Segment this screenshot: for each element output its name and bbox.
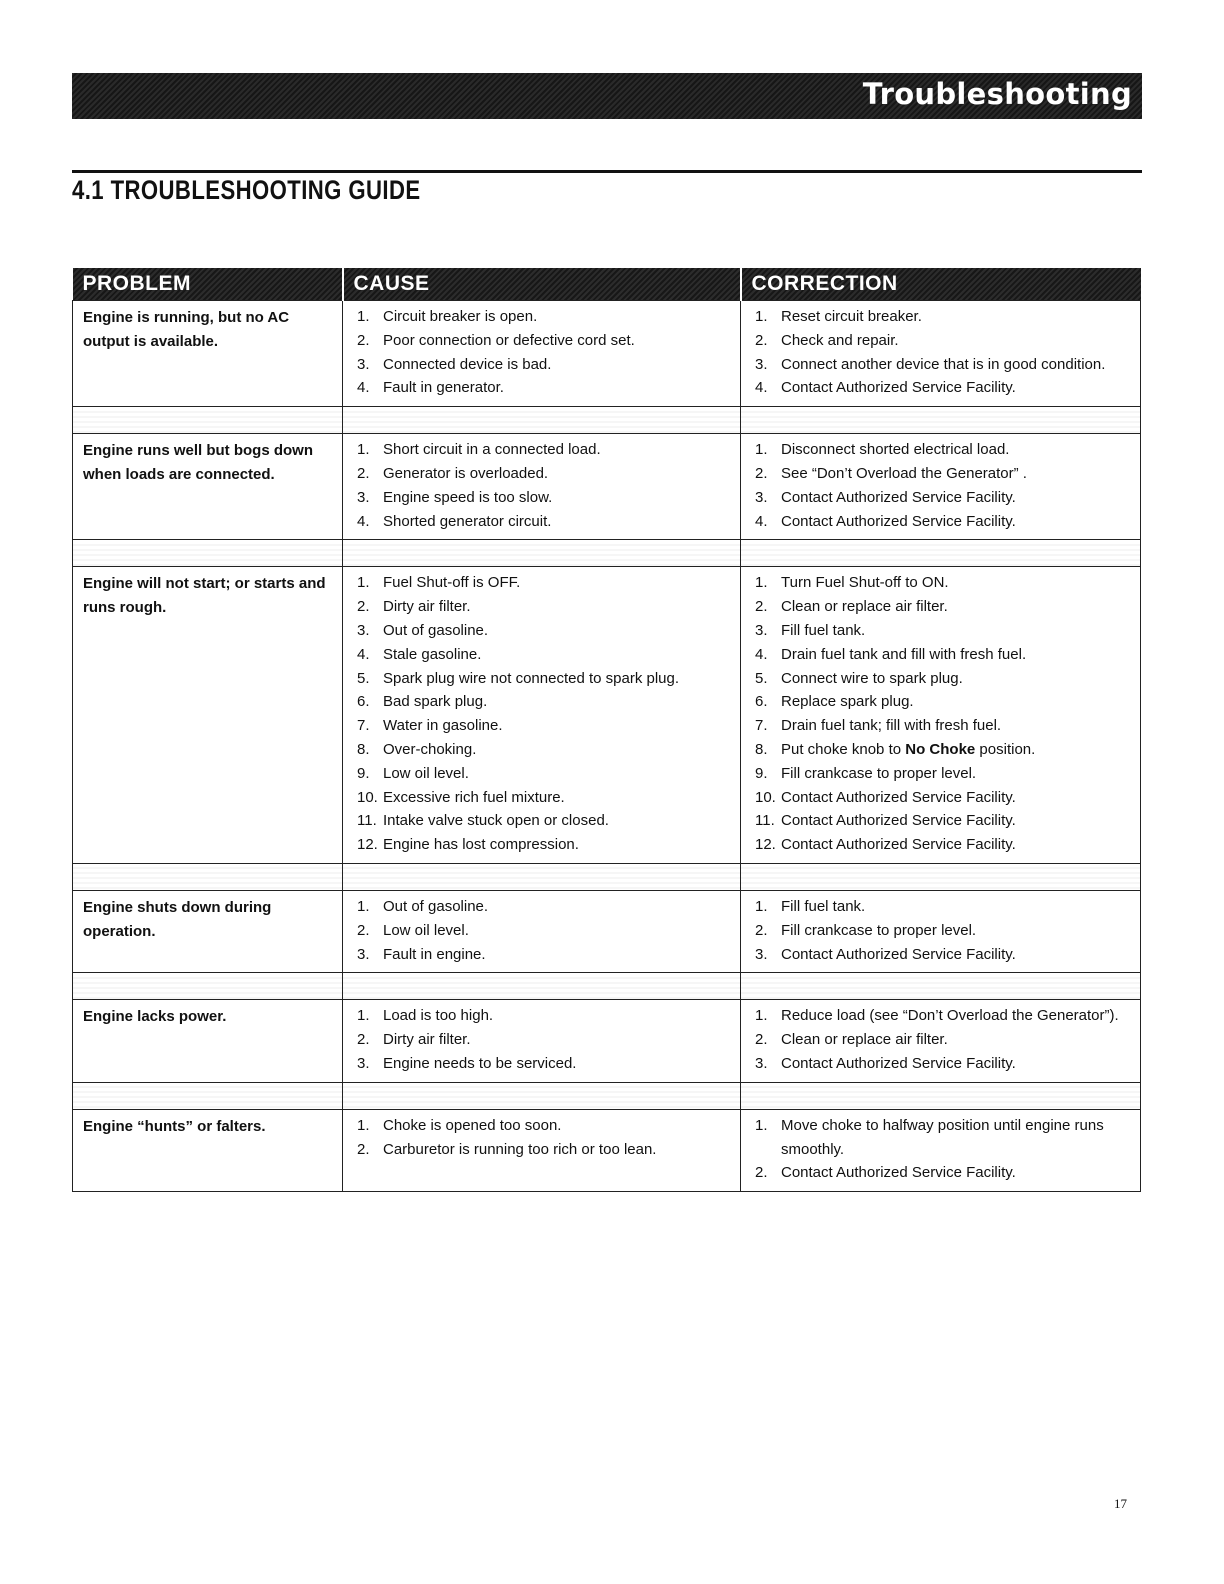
list-number: 1. [357,1116,370,1134]
table-row [73,1109,1141,1191]
list-text: Contact Authorized Service Facility. [781,836,1016,854]
cause-cell [343,434,741,540]
list-number: 2. [755,1164,768,1182]
list-item [357,619,734,643]
list-item [357,462,734,486]
list-text: Generator is overloaded. [383,464,549,482]
list-item [357,895,734,919]
list-item [357,643,734,667]
list-text: Put choke knob to No Choke position. [781,740,1036,758]
list-text: Stale gasoline. [383,645,482,663]
list-text: Engine needs to be serviced. [383,1054,577,1072]
list-text: Contact Authorized Service Facility. [781,1054,1016,1072]
list-text: Fuel Shut-off is OFF. [383,574,521,592]
problem-cell: Engine runs well but bogs down when loads are connected. [73,434,343,540]
header-banner [72,73,1142,119]
list-number: 1. [755,574,768,592]
list-item [755,1004,1134,1028]
list-number: 3. [755,1054,768,1072]
header-cause: CAUSE [343,268,741,301]
list-item [755,571,1134,595]
list-number: 1. [357,1007,370,1025]
list-number: 3. [357,1054,370,1072]
list-number: 4. [357,645,370,663]
list-text: Contact Authorized Service Facility. [781,812,1016,830]
list-text: Dirty air filter. [383,598,471,616]
spacer-cell [741,973,1141,1000]
list-item [357,1138,734,1162]
list-text: Contact Authorized Service Facility. [781,512,1016,530]
spacer-cell [343,540,741,567]
list-text: Drain fuel tank and fill with fresh fuel. [781,645,1027,663]
list-number: 3. [357,621,370,639]
header-correction: CORRECTION [741,268,1141,301]
list-item [755,353,1134,377]
list-item [755,833,1134,857]
list-number: 2. [755,598,768,616]
list-number: 1. [755,441,768,459]
list-text: Replace spark plug. [781,693,914,711]
list-text: Carburetor is running too rich or too lean. [383,1140,657,1158]
list-number: 4. [357,379,370,397]
list-item [357,329,734,353]
list-item [357,1004,734,1028]
list-number: 2. [357,921,370,939]
list-number: 1. [357,308,370,325]
list-number: 1. [755,308,768,325]
list-text: Move choke to halfway position until engine runs smoothly. [781,1116,1104,1158]
spacer-cell [741,407,1141,434]
spacer-cell [73,863,343,890]
list-item [755,486,1134,510]
list-item [357,353,734,377]
page-number: 17 [1114,1496,1127,1511]
list-text: Low oil level. [383,921,469,939]
list-item [755,809,1134,833]
list-number: 10. [755,788,776,806]
list-text: Fault in engine. [383,945,486,963]
banner-title: Troubleshooting [862,77,1132,111]
list-item [755,595,1134,619]
cause-cell [343,890,741,972]
list-item [357,786,734,810]
list-number: 2. [357,598,370,616]
correction-cell [741,434,1141,540]
list-number: 8. [357,740,370,758]
list-item [755,895,1134,919]
list-item [755,786,1134,810]
list-number: 1. [357,441,370,459]
list-item [755,438,1134,462]
spacer-cell [343,973,741,1000]
list-text: Clean or replace air filter. [781,598,948,616]
list-number: 6. [755,693,768,711]
problem-cell: Engine lacks power. [73,1000,343,1082]
list-text: Disconnect shorted electrical load. [781,441,1010,459]
list-item [755,714,1134,738]
list-number: 11. [357,812,377,830]
list-item [755,943,1134,967]
list-number: 2. [755,464,768,482]
list-number: 9. [357,764,370,782]
list-text: Short circuit in a connected load. [383,441,601,459]
list-number: 4. [755,512,768,530]
table-row [73,890,1141,972]
list-text: Fill fuel tank. [781,621,866,639]
list-text: Engine speed is too slow. [383,488,553,506]
list-number: 3. [357,945,370,963]
list-item [755,1052,1134,1076]
list-item [357,510,734,534]
list-item [357,595,734,619]
list-text: Shorted generator circuit. [383,512,552,530]
spacer-row [73,863,1141,890]
list-number: 1. [755,897,768,915]
list-text: Fill crankcase to proper level. [781,921,977,939]
cause-cell [343,1109,741,1191]
list-text: Spark plug wire not connected to spark plug. [383,669,680,687]
list-number: 2. [357,1140,370,1158]
list-text: Excessive rich fuel mixture. [383,788,565,806]
troubleshooting-table [72,268,1141,1192]
list-number: 2. [357,464,370,482]
list-number: 6. [357,693,370,711]
list-text: Connect another device that is in good condition. [781,355,1106,373]
list-text: Reduce load (see “Don’t Overload the Generator”). [781,1007,1119,1025]
list-item [755,619,1134,643]
list-number: 8. [755,740,768,758]
list-text: Contact Authorized Service Facility. [781,488,1016,506]
section-title: 4.1 TROUBLESHOOTING GUIDE [72,175,421,205]
spacer-cell [741,540,1141,567]
list-number: 1. [357,574,370,592]
list-item [357,919,734,943]
list-item [357,571,734,595]
list-number: 7. [357,717,370,735]
correction-cell [741,1109,1141,1191]
list-number: 3. [357,355,370,373]
table-row [73,301,1141,407]
list-number: 10. [357,788,378,806]
list-number: 2. [357,331,370,349]
list-item [755,462,1134,486]
list-item [357,376,734,400]
list-text: Drain fuel tank; fill with fresh fuel. [781,717,1002,735]
list-number: 11. [755,812,775,830]
list-item [357,667,734,691]
list-item [755,376,1134,400]
cause-cell [343,301,741,407]
spacer-row [73,1082,1141,1109]
list-item [755,510,1134,534]
list-item [357,1028,734,1052]
correction-cell [741,1000,1141,1082]
list-item [357,809,734,833]
list-item [357,305,734,329]
spacer-cell [741,863,1141,890]
list-text: Connected device is bad. [383,355,552,373]
correction-cell [741,567,1141,864]
list-text: Connect wire to spark plug. [781,669,963,687]
list-item [357,486,734,510]
list-text: Check and repair. [781,331,899,349]
list-number: 2. [357,1031,370,1049]
list-text: Water in gasoline. [383,717,503,735]
spacer-cell [343,863,741,890]
list-number: 7. [755,717,768,735]
list-item [357,1114,734,1138]
list-number: 2. [755,1031,768,1049]
list-text: Intake valve stuck open or closed. [383,812,609,830]
table-row [73,1000,1141,1082]
problem-cell: Engine will not start; or starts and runs rough. [73,567,343,864]
list-number: 1. [755,1007,768,1025]
list-item [755,1028,1134,1052]
list-text: Out of gasoline. [383,621,489,639]
list-item [357,1052,734,1076]
spacer-row [73,540,1141,567]
list-text: Engine has lost compression. [383,836,579,854]
list-number: 4. [755,379,768,397]
list-item [755,305,1134,329]
spacer-cell [73,973,343,1000]
list-item [755,1161,1134,1185]
list-text: Fill fuel tank. [781,897,866,915]
section-rule [72,170,1142,173]
header-problem: PROBLEM [73,268,343,301]
list-text: Poor connection or defective cord set. [383,331,635,349]
table-row [73,434,1141,540]
list-item [357,738,734,762]
correction-cell [741,890,1141,972]
list-text: Bad spark plug. [383,693,488,711]
list-text: Reset circuit breaker. [781,308,922,325]
spacer-cell [343,1082,741,1109]
list-text: Contact Authorized Service Facility. [781,379,1016,397]
list-item [357,943,734,967]
list-item [755,667,1134,691]
list-number: 9. [755,764,768,782]
list-text: See “Don’t Overload the Generator” . [781,464,1027,482]
list-text: Fill crankcase to proper level. [781,764,977,782]
list-item [357,833,734,857]
list-item [755,643,1134,667]
list-number: 3. [755,488,768,506]
list-item [357,714,734,738]
list-text: Contact Authorized Service Facility. [781,788,1016,806]
list-item [755,738,1134,762]
table-header-row [73,268,1141,301]
spacer-cell [73,407,343,434]
list-number: 3. [755,621,768,639]
list-item [755,762,1134,786]
spacer-cell [343,407,741,434]
list-item [755,690,1134,714]
table-row [73,567,1141,864]
list-item [357,690,734,714]
list-text: Out of gasoline. [383,897,489,915]
list-text: Contact Authorized Service Facility. [781,945,1016,963]
list-number: 2. [755,921,768,939]
list-text: Clean or replace air filter. [781,1031,948,1049]
spacer-cell [73,540,343,567]
problem-cell: Engine shuts down during operation. [73,890,343,972]
correction-cell [741,301,1141,407]
cause-cell [343,1000,741,1082]
list-number: 5. [755,669,768,687]
emphasis-no-choke: No Choke [905,740,976,758]
list-number: 5. [357,669,370,687]
list-number: 1. [357,897,370,915]
list-text: Turn Fuel Shut-off to ON. [781,574,949,592]
spacer-row [73,407,1141,434]
list-number: 4. [755,645,768,663]
list-number: 4. [357,512,370,530]
problem-cell: Engine “hunts” or falters. [73,1109,343,1191]
list-text: Fault in generator. [383,379,504,397]
list-text: Over-choking. [383,740,477,758]
spacer-cell [73,1082,343,1109]
list-number: 12. [357,836,378,854]
spacer-row [73,973,1141,1000]
list-text: Dirty air filter. [383,1031,471,1049]
cause-cell [343,567,741,864]
list-number: 2. [755,331,768,349]
list-text: Choke is opened too soon. [383,1116,562,1134]
list-text: Low oil level. [383,764,469,782]
list-text: Load is too high. [383,1007,494,1025]
list-item [755,329,1134,353]
list-number: 1. [755,1116,768,1134]
list-text: Circuit breaker is open. [383,308,538,325]
problem-cell: Engine is running, but no AC output is available. [73,301,343,407]
list-number: 12. [755,836,776,854]
list-text: Contact Authorized Service Facility. [781,1164,1016,1182]
list-number: 3. [357,488,370,506]
table-body [73,301,1141,1192]
list-number: 3. [755,355,768,373]
list-item [357,438,734,462]
list-item [755,1114,1134,1162]
list-number: 3. [755,945,768,963]
spacer-cell [741,1082,1141,1109]
list-item [755,919,1134,943]
list-item [357,762,734,786]
